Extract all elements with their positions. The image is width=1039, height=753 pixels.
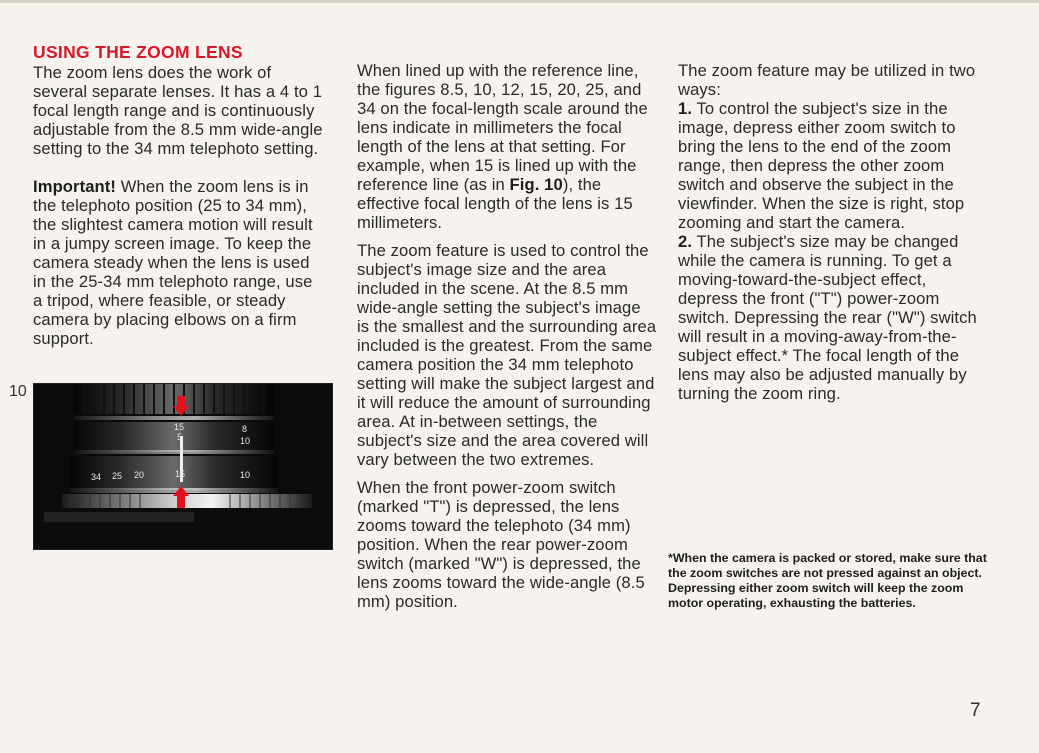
way-2-number: 2. (678, 232, 693, 251)
column-right (678, 61, 983, 403)
scale-bottom-label: 10 (240, 470, 251, 480)
way-1-text: To control the subject's size in the image, depress either zoom switch to bring the lens to the end of the zoom range, then depress the other zoom switch and observe the subject in the viewfinder. When the size is right, stop zooming and start the camera. (678, 99, 965, 232)
scale-top-label: 5 (177, 432, 183, 442)
figure-reference: Fig. 10 (509, 175, 563, 194)
page-number: 7 (970, 700, 981, 721)
way-2-paragraph (678, 232, 983, 403)
column-left (33, 42, 323, 348)
scale-bottom-label: 25 (112, 471, 123, 481)
two-ways-paragraph: The zoom feature may be utilized in two ways: (678, 61, 976, 99)
footnote: *When the camera is packed or stored, make sure that the zoom switches are not pressed against an object. Depressing either zoom switch will keep the zoom motor operating, exhausting the batteries. (668, 551, 987, 610)
way-2-text: The subject's size may be changed while the camera is running. To get a moving-toward-the-subject effect, depress the front ("T") power-zoom switch. Depressing the rear ("W") switch will result in a moving-away-from-the-subject effect.* The focal length of the lens may also be adjusted manually by turning the zoom ring. (678, 232, 977, 403)
focal-scale-text-b: ), the effective focal length of the lens is 15 millimeters. (357, 175, 633, 232)
power-zoom-paragraph: When the front power-zoom switch (marked "T") is depressed, the lens zooms toward the telephoto (34 mm) position. When the rear power-zoom switch (marked "W") is depressed, the lens zooms toward the wide-angle (8.5 mm) position. (357, 478, 645, 611)
intro-paragraph: The zoom lens does the work of several separate lenses. It has a 4 to 1 focal length range and is continuously adjustable from the 8.5 mm wide-angle setting to the 34 mm telephoto setting. (33, 63, 323, 158)
focal-scale-paragraph (357, 61, 657, 232)
scale-top-label: 15 (174, 422, 185, 432)
figure-10-lens-photo (33, 383, 333, 550)
scale-bottom-label: 15 (175, 469, 186, 479)
lens-illustration (34, 384, 332, 549)
way-1-number: 1. (678, 99, 693, 118)
figure-label: 10 (9, 383, 27, 400)
scale-bottom-label: 34 (91, 472, 102, 482)
important-text: When the zoom lens is in the telephoto position (25 to 34 mm), the slightest camera motion will result in a jumpy screen image. To keep the camera steady when the lens is used in the 25-34 mm telephoto range, use a tripod, where feasible, or steady camera by placing elbows on a firm support. (33, 177, 313, 348)
way-1-paragraph (678, 99, 983, 232)
section-heading: USING THE ZOOM LENS (33, 42, 243, 62)
scale-bottom-label: 20 (134, 470, 145, 480)
scale-top-label: 8 (242, 424, 248, 434)
zoom-feature-paragraph: The zoom feature is used to control the subject's image size and the area included in the scene. At the 8.5 mm wide-angle setting the subject's image is the smallest and the surrounding area included is the greatest. From the same camera position the 34 mm telephoto setting will make the subject largest and it will reduce the amount of surrounding area. At in-between settings, the subject's size and the area covered will vary between the two extremes. (357, 241, 657, 469)
important-label: Important! (33, 177, 117, 196)
page-top-edge (0, 0, 1039, 3)
important-paragraph (33, 177, 323, 348)
scale-top-label: 10 (240, 436, 251, 446)
focal-scale-text-a: When lined up with the reference line, the figures 8.5, 10, 12, 15, 20, 25, and 34 on the focal-length scale around the lens indicate in millimeters the focal length of the lens at that setting. For example, when 15 is lined up with the reference line (as in (357, 61, 648, 194)
column-middle (357, 61, 657, 611)
